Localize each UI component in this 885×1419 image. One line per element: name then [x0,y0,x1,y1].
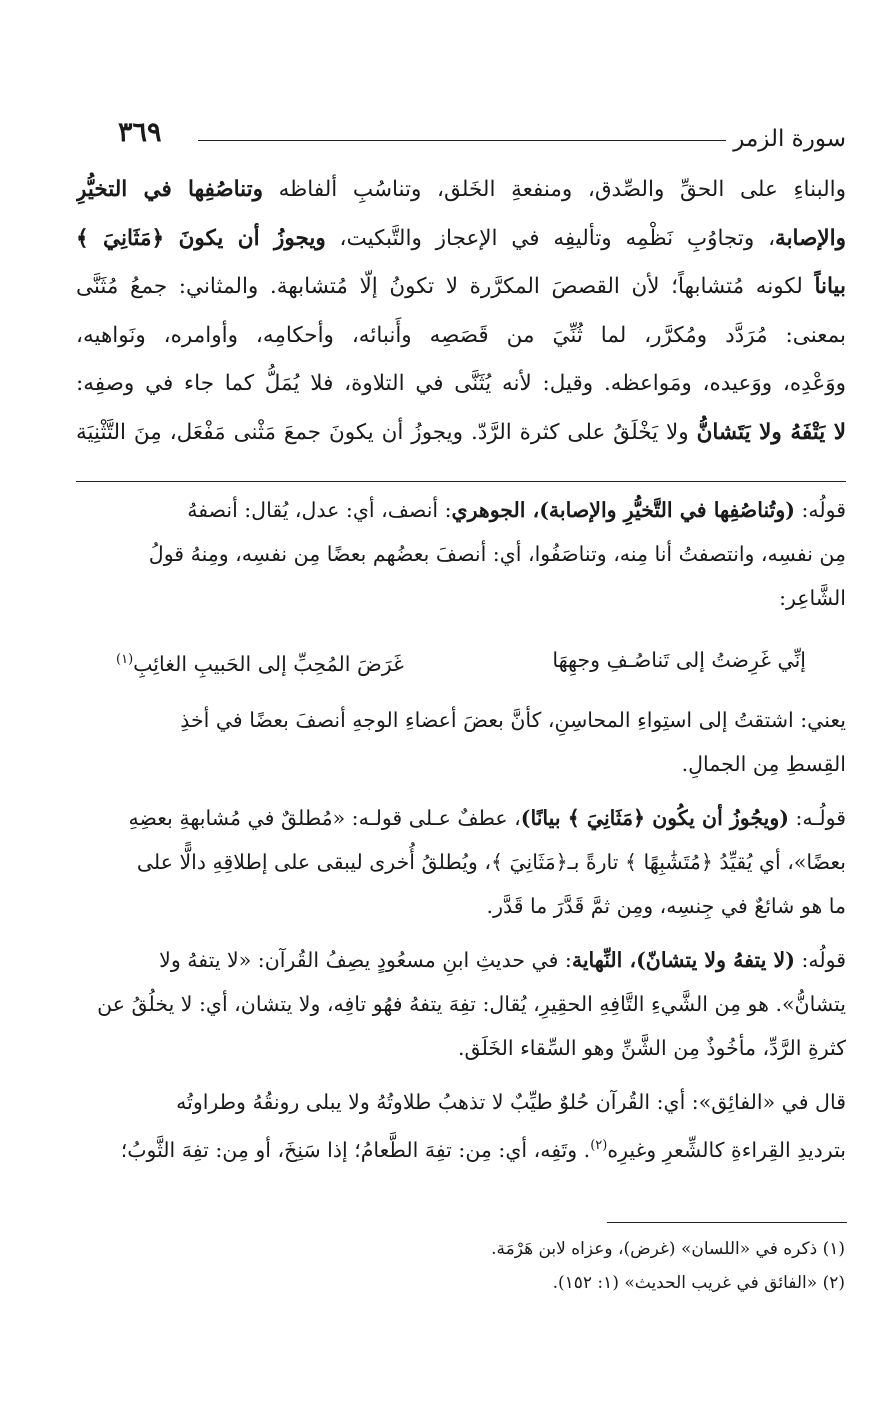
page-number: ٣٦٩ [118,117,162,148]
commentary-line: يعني: اشتقتُ إلى استِواءِ المحاسِنِ، كأنَّ بعضَ أعضاءِ الوجهِ أنصفَ بعضًا في أخذِ [180,708,846,732]
main-line: بمعنى: مُرَدَّد ومُكرَّر، لما ثُنِّيَ من قَصَصِه وأَنبائه، وأحكامِه، وأوامره، ونَواهيه، [76,322,846,348]
bold-phrase: والإصابة [775,225,846,251]
commentary-line: ما هو شائعٌ في جِنسِه، ومِن ثمَّ قَدَّرَ ما قَدَّر. [486,894,846,918]
footnotes [75,1232,845,1300]
commentary-line: الشَّاعِر: [779,586,846,610]
main-line-text: ، وتجاوُبِ نَظْمِه وتأليفِه في الإعجاز والتَّبكيت، [325,225,776,251]
main-line-text: لكونه مُتشابهاً؛ لأن القصصَ المكرَّرة لا تكونُ إلّا مُتشابهة. والمثاني: جمعُ مُثَنَّى [76,274,815,299]
poetry-verse [76,630,846,688]
main-line-text: والبناءِ على الحقِّ والصِّدق، ومنفعةِ الخَلق، وتناسُبِ ألفاظه [263,177,846,202]
commentary-line: قال في «الفائِق»: أي: القُرآن حُلوٌ طيِّبٌ لا تذهبُ طلاوتُهُ ولا يبلى رونقُهُ وطراوتُه [176,1090,846,1114]
main-line: ووَعْدِه، ووَعيده، ومَواعظه. وقيل: لأنه يُثَنَّى في التلاوة، فلا يُمَلُّ كما جاء في وصفِه: [76,371,846,396]
commentary-text: قولُه: [794,948,846,972]
bold-phrase: (لا يتفهُ ولا يتشانّ)، النِّهاية [571,948,795,972]
commentary-text: بترديدِ القِراءةِ كالشِّعرِ وغيرِه [607,1137,846,1162]
commentary-line [76,488,846,532]
commentary-text: قولُـه: [788,806,846,830]
verse-first-hemistich: إنِّي غَرِضتُ إلى تَناصُـفِ وجهِهَا [552,648,806,672]
main-line [76,215,846,264]
commentary-line: القِسطِ مِن الجمالِ. [681,752,846,776]
commentary-line [76,796,846,840]
header-rule [198,140,726,141]
commentary-paragraph [76,938,846,1070]
commentary-line [76,938,846,982]
main-line [76,263,846,312]
commentary-paragraph [76,1080,846,1168]
footnote: (٢) «الفائق في غريب الحديث» (١: ١٥٢). [552,1273,845,1293]
footnote-marker: (١) [116,652,134,667]
commentary-line: يتشانُّ». هو مِن الشَّيءِ التَّافِهِ الحقِيرِ، يُقال: تفِهَ يتفهُ فهُو تافِه، ولا يتشان، أي: لا يخلُقُ عن [97,992,846,1016]
commentary-text: ، عطفٌ عـلى قولـه: «مُطلقٌ في مُشابهةِ بعضِهِ [128,806,521,830]
bold-phrase: (وتُناصُفِها في التَّخيُّرِ والإصابة)، الجوهري [451,498,795,522]
commentary-line: كثرةِ الرَّدِّ، مأخُوذٌ مِن الشَّنِّ وهو السِّقاء الخَلَق. [457,1036,846,1060]
commentary-paragraph [76,698,846,786]
main-line-text: ولا يَخْلَقُ على كثرة الرَّدّ. ويجوزُ أن يكونَ جمعَ مَثْنى مَفْعَل، مِنَ التَّثْنِيَة [76,419,697,445]
commentary-paragraph [76,488,846,620]
footnote-rule [607,1222,847,1223]
main-text-block [76,166,846,457]
commentary-line: مِن نفسِه، وانتصفتُ أنا مِنه، وتناصَفُوا، أي: أنصفَ بعضُهم بعضًا مِن نفسِه، ومِنهُ قولُ [148,542,846,566]
bold-phrase: لا يَتْفَهُ ولا يَتَشانُّ [696,419,846,445]
verse-second-hemistich [116,638,404,686]
bold-phrase: ويجوزُ أن يكونَ ﴿مَثَانِيَ ﴾ [76,225,326,251]
main-line [76,409,846,458]
bold-phrase: بياناً [814,274,846,299]
bold-phrase: (ويجُوزُ أن يكُون ﴿مَثَانِيَ ﴾ بيانًا) [520,806,789,830]
running-header [118,116,846,160]
commentary-line: بعضًا»، أي يُقيِّدُ ﴿مُتَشَٰبِهًا ﴾ تارةً بـ﴿مَثَانِيَ ﴾، ويُطلقُ أُخرى ليبقى على إطلاقِهِ دالًّا على [136,850,846,874]
bold-phrase: وتناصُفِها في التخيُّرِ [76,177,264,202]
main-line [76,166,846,215]
commentary-text: . وتَفِه، أي: مِن: تفِهَ الطَّعامُ؛ إذا سَنِخَ، أو مِن: تفِهَ الثَّوبُ؛ [120,1137,591,1162]
surah-title: سورة الزمر [733,126,846,152]
commentary-block [76,488,846,1178]
commentary-line [76,1124,846,1168]
commentary-text: : أنصف، أي: عدل، يُقال: أنصفهُ [187,498,452,522]
commentary-paragraph [76,796,846,928]
footnote-marker: (٢) [590,1138,608,1153]
commentary-text: قولُه: [794,498,846,522]
footnote: (١) ذكره في «اللسان» (غرض)، وعزاه لابن هَرْمَة. [491,1239,845,1259]
commentary-text: : في حديثِ ابنِ مسعُودٍ يصِفُ القُرآن: «لا يتفهُ ولا [159,948,572,972]
main-commentary-divider [76,481,846,482]
verse-second-hemistich-text: غَرَضَ المُحِبِّ إلى الحَبيبِ الغائِبِ [133,651,404,676]
